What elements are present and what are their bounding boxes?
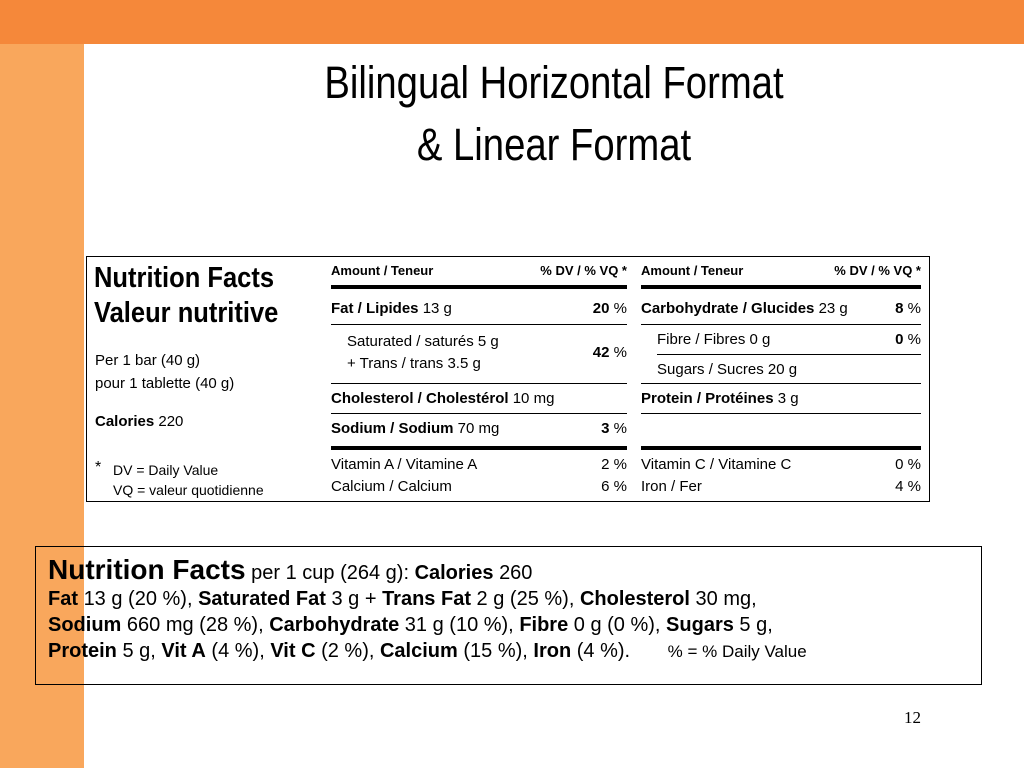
pct-sign: %: [907, 300, 921, 317]
cholesterol-row: [331, 390, 627, 407]
linear-sat-value: 3 g +: [331, 588, 377, 610]
fibre-pct-number: 0: [895, 331, 904, 348]
fat-pct-number: 20: [592, 300, 610, 317]
linear-fat-value: 13 g (20 %),: [83, 588, 193, 610]
linear-dv-note: % = % Daily Value: [667, 642, 807, 661]
saturated-pct-number: 42: [592, 344, 610, 361]
header-amount: Amount / Teneur: [641, 263, 744, 278]
linear-sodium-value: 660 mg (28 %),: [126, 614, 264, 636]
calcium-row: [331, 478, 627, 495]
header-amount: Amount / Teneur: [331, 263, 434, 278]
linear-trans-value: 2 g (25 %),: [476, 588, 575, 610]
rule: [641, 324, 921, 325]
rule: [657, 354, 921, 355]
linear-trans-label: Trans Fat: [382, 588, 471, 610]
nutrient-column-right: [641, 257, 921, 501]
slide-title-line-2: & Linear Format: [416, 119, 692, 170]
linear-line-4: [48, 638, 969, 665]
bilingual-left-panel: [87, 257, 323, 501]
linear-sugars-value: 5 g,: [739, 614, 773, 636]
bilingual-nutrition-table: [86, 256, 930, 502]
fat-label: Fat / Lipides: [331, 300, 419, 317]
linear-carb-label: Carbohydrate: [269, 614, 400, 636]
rule: [641, 383, 921, 384]
linear-chol-label: Cholesterol: [579, 588, 690, 610]
serving-english: Per 1 bar (40 g): [95, 352, 201, 369]
linear-line-3: [48, 612, 969, 638]
carbohydrate-pct: [895, 300, 921, 317]
linear-fibre-value: 0 g (0 %),: [573, 614, 661, 636]
linear-serving: per 1 cup (264 g):: [251, 562, 409, 584]
linear-vita-label: Vit A: [161, 640, 206, 662]
footnote-vq: VQ = valeur quotidienne: [113, 482, 264, 498]
linear-sat-label: Saturated Fat: [198, 588, 326, 610]
carbohydrate-label: Carbohydrate / Glucides: [641, 300, 815, 317]
linear-iron-value: (4 %).: [576, 640, 631, 662]
saturated-row: Saturated / saturés 5 g: [347, 333, 499, 350]
fat-row: [331, 300, 627, 317]
vitamin-c-label: Vitamin C / Vitamine C: [641, 456, 792, 473]
linear-calories-value: 260: [499, 562, 533, 584]
thick-rule: [641, 285, 921, 289]
carbohydrate-row: [641, 300, 921, 317]
header-dv: % DV / % VQ *: [540, 263, 627, 278]
fat-amount: 13 g: [422, 300, 452, 317]
sodium-row: [331, 420, 627, 437]
linear-fat-label: Fat: [48, 588, 78, 610]
linear-vita-value: (4 %),: [211, 640, 265, 662]
saturated-pct: [593, 344, 627, 361]
rule: [641, 413, 921, 414]
thick-rule: [331, 446, 627, 450]
vitamin-a-label: Vitamin A / Vitamine A: [331, 456, 478, 473]
protein-label: Protein / Protéines: [641, 390, 774, 407]
sodium-label: Sodium / Sodium: [331, 420, 454, 437]
serving-french: pour 1 tablette (40 g): [95, 375, 235, 392]
page-number: 12: [904, 708, 921, 727]
nutrient-column-left: [331, 257, 627, 501]
linear-iron-label: Iron: [533, 640, 572, 662]
thick-rule: [641, 446, 921, 450]
slide-title: [155, 52, 954, 176]
linear-carb-value: 31 g (10 %),: [404, 614, 514, 636]
carbohydrate-amount: 23 g: [818, 300, 848, 317]
sodium-pct-number: 3: [601, 420, 610, 437]
fat-pct: [593, 300, 627, 317]
thick-rule: [331, 285, 627, 289]
calories-line: [95, 413, 183, 430]
linear-line-2: [48, 586, 969, 612]
sugars-row: Sugars / Sucres 20 g: [657, 361, 798, 378]
bilingual-title: [94, 261, 278, 331]
iron-pct: 4 %: [895, 478, 921, 495]
title-french: Valeur nutritive: [94, 297, 279, 329]
pct-sign: %: [613, 344, 627, 361]
linear-protein-label: Protein: [48, 640, 117, 662]
fibre-row: [657, 331, 921, 348]
calcium-pct: 6 %: [601, 478, 627, 495]
top-accent-bar: [0, 0, 1024, 44]
cholesterol-label: Cholesterol / Cholestérol: [331, 390, 509, 407]
calories-label: Calories: [95, 413, 155, 430]
calories-value: 220: [158, 413, 184, 430]
linear-sodium-label: Sodium: [48, 614, 122, 636]
linear-calories-label: Calories: [414, 562, 494, 584]
rule: [331, 383, 627, 384]
protein-row: [641, 390, 921, 407]
linear-sugars-label: Sugars: [666, 614, 734, 636]
carbohydrate-pct-number: 8: [895, 300, 904, 317]
footnote-dv: DV = Daily Value: [113, 462, 219, 478]
title-english: Nutrition Facts: [94, 262, 275, 294]
linear-vitc-label: Vit C: [270, 640, 316, 662]
trans-row: + Trans / trans 3.5 g: [347, 355, 481, 372]
linear-calcium-value: (15 %),: [463, 640, 528, 662]
linear-fibre-label: Fibre: [519, 614, 569, 636]
pct-sign: %: [907, 331, 921, 348]
linear-calcium-label: Calcium: [379, 640, 458, 662]
linear-vitc-value: (2 %),: [321, 640, 375, 662]
vitamin-a-pct: 2 %: [601, 456, 627, 473]
linear-protein-value: 5 g,: [122, 640, 156, 662]
iron-row: [641, 478, 921, 495]
rule: [331, 324, 627, 325]
calcium-label: Calcium / Calcium: [331, 478, 452, 495]
vitamin-c-row: [641, 456, 921, 473]
fibre-pct: [895, 331, 921, 348]
vitamin-c-pct: 0 %: [895, 456, 921, 473]
iron-label: Iron / Fer: [641, 478, 702, 495]
linear-line-1: [48, 554, 969, 586]
protein-amount: 3 g: [777, 390, 799, 407]
fibre-label: Fibre / Fibres 0 g: [657, 331, 771, 348]
linear-title: Nutrition Facts: [48, 554, 246, 585]
header-dv: % DV / % VQ *: [834, 263, 921, 278]
slide-title-line-1: Bilingual Horizontal Format: [324, 57, 784, 108]
sodium-pct: [601, 420, 627, 437]
linear-chol-value: 30 mg,: [695, 588, 757, 610]
pct-sign: %: [613, 420, 627, 437]
vitamin-a-row: [331, 456, 627, 473]
rule: [331, 413, 627, 414]
cholesterol-amount: 10 mg: [512, 390, 555, 407]
footnote-star: *: [95, 459, 102, 476]
pct-sign: %: [613, 300, 627, 317]
linear-nutrition-facts: [35, 546, 982, 685]
sodium-amount: 70 mg: [457, 420, 500, 437]
